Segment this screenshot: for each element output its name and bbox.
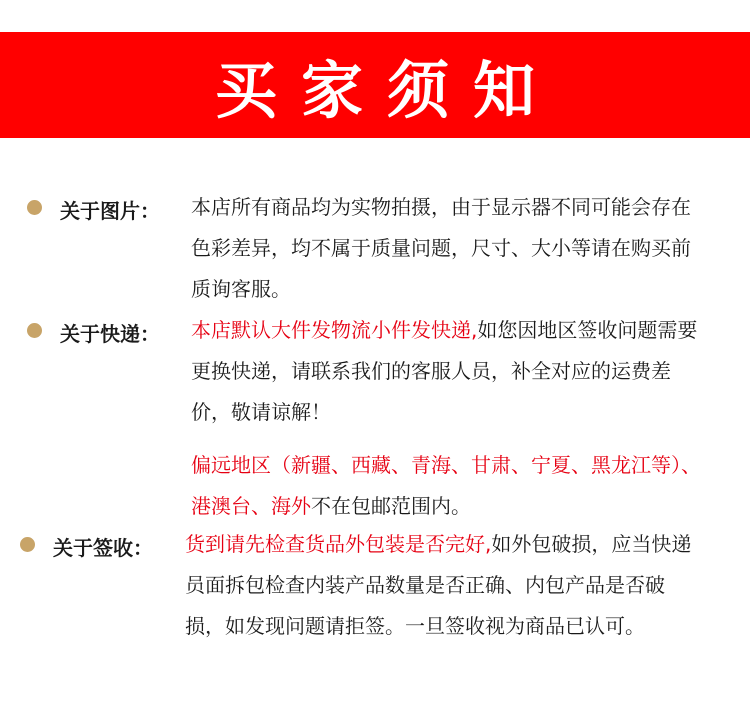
bullet-dot [27, 200, 42, 215]
photos-text: 本店所有商品均为实物拍摄，由于显示器不同可能会存在色彩差异，均不属于质量问题，尺寸、大小等请在购买前质询客服。 [191, 195, 691, 301]
shipping-text: 如您因地区签收问题需要更换快递，请联系我们的客服人员，补全对应的运费差价，敬请谅解！ [191, 318, 698, 424]
page-title: 买家须知 [214, 53, 559, 127]
section-text-receipt [185, 524, 700, 647]
section-text-shipping [191, 310, 706, 527]
receipt-red-intro: 货到请先检查货品外包装是否完好, [185, 532, 492, 556]
bullet-dot [20, 537, 35, 552]
receipt-text: 如外包破损，应当快递员面拆包检查内装产品数量是否正确、内包产品是否破损，如发现问题请拒签。一旦签收视为商品已认可。 [185, 532, 692, 638]
shipping-regions-tail: 不在包邮范围内。 [311, 494, 471, 518]
bullet-dot [27, 323, 42, 338]
shipping-red-intro: 本店默认大件发物流小件发快递, [191, 318, 478, 342]
section-text-photos [191, 187, 706, 310]
shipping-red-regions: 偏远地区（新疆、西藏、青海、甘肃、宁夏、黑龙江等）、港澳台、海外 [191, 453, 701, 518]
header-banner [0, 32, 750, 138]
section-label-receipt: 关于签收： [53, 536, 153, 560]
section-label-photos: 关于图片： [60, 199, 160, 223]
section-label-shipping: 关于快递： [60, 322, 160, 346]
